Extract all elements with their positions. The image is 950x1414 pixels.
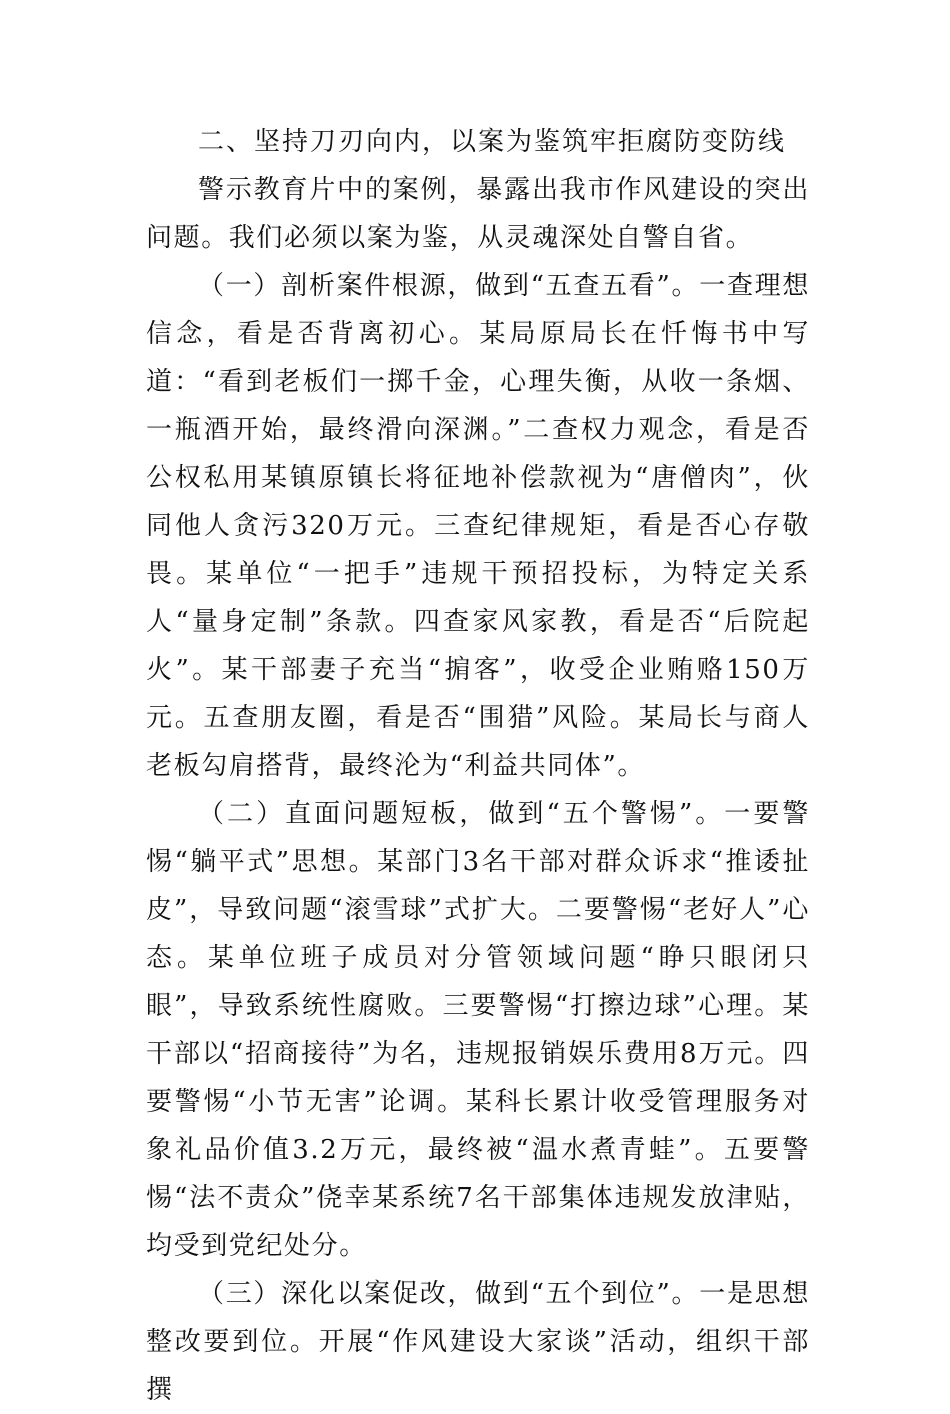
paragraph-five-checks: （一）剖析案件根源，做到“五查五看”。一查理想信念，看是否背离初心。某局原局长在忏悔书中写道：“看到老板们一掷千金，心理失衡，从收一条烟、一瓶酒开始，最终滑向深渊。”二查权力观念，看是否公权私用某镇原镇长将征地补偿款视为“唐僧肉”，伙同他人贪污320万元。三查纪律规矩，看是否心存敬畏。某单位“一把手”违规干预招投标，为特定关系人“量身定制”条款。四查家风家教，看是否“后院起火”。某干部妻子充当“掮客”，收受企业贿赂150万元。五查朋友圈，看是否“围猎”风险。某局长与商人老板勾肩搭背，最终沦为“利益共同体”。 (146, 271, 810, 781)
paragraph-five-in-place: （三）深化以案促改，做到“五个到位”。一是思想整改要到位。开展“作风建设大家谈”活动，组织干部撰 (146, 1279, 810, 1405)
paragraph-intro: 警示教育片中的案例，暴露出我市作风建设的突出问题。我们必须以案为鉴，从灵魂深处自警自省。 (146, 175, 810, 253)
section-heading: 二、坚持刀刃向内，以案为鉴筑牢拒腐防变防线 (198, 127, 787, 157)
document-body (146, 118, 810, 1414)
paragraph-five-alerts: （二）直面问题短板，做到“五个警惕”。一要警惕“躺平式”思想。某部门3名干部对群众诉求“推诿扯皮”，导致问题“滚雪球”式扩大。二要警惕“老好人”心态。某单位班子成员对分管领域问题“睁只眼闭只眼”，导致系统性腐败。三要警惕“打擦边球”心理。某干部以“招商接待”为名，违规报销娱乐费用8万元。四要警惕“小节无害”论调。某科长累计收受管理服务对象礼品价值3.2万元，最终被“温水煮青蛙”。五要警惕“法不责众”侥幸某系统7名干部集体违规发放津贴，均受到党纪处分。 (146, 799, 810, 1261)
